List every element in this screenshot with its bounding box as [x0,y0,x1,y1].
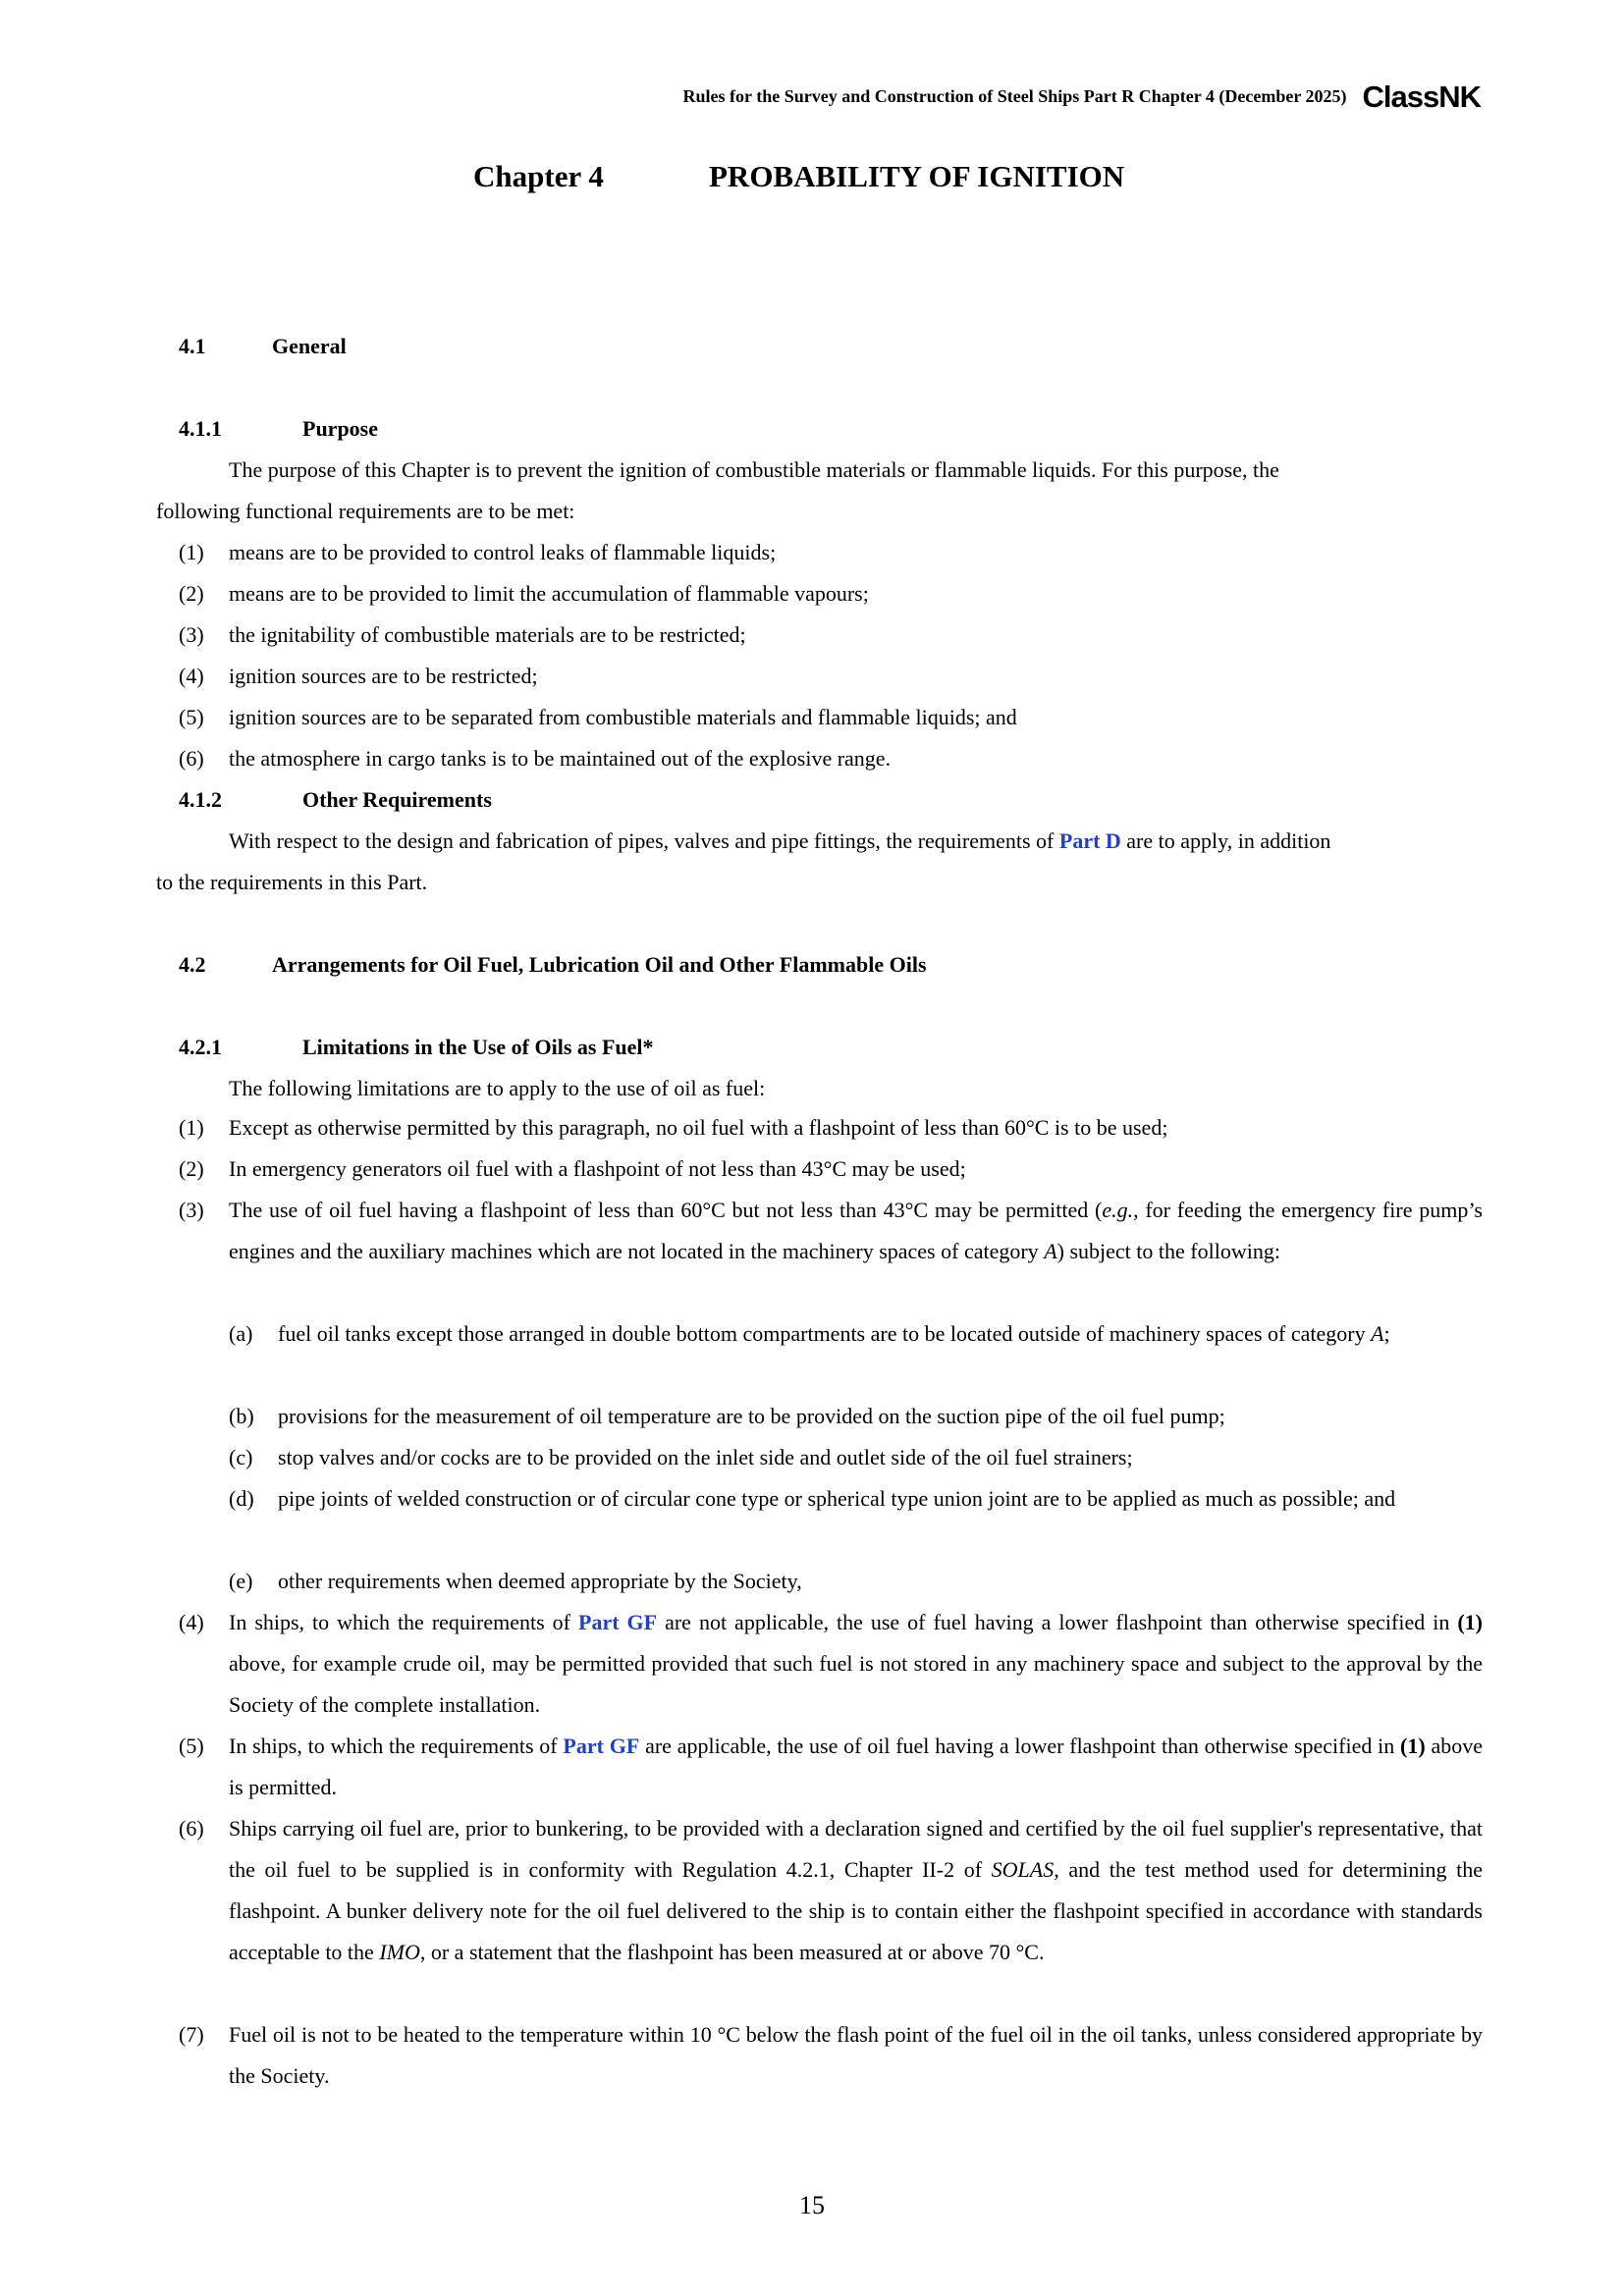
list-text [229,1602,1483,1726]
section-number: 4.2 [179,952,206,977]
list-label: (2) [179,1156,204,1181]
list-label: (2) [179,581,204,606]
list-text: means are to be provided to limit the accumulation of flammable vapours; [229,581,869,606]
section-title: Limitations in the Use of Oils as Fuel* [302,1035,654,1059]
list-text: ignition sources are to be separated from combustible materials and flammable liquids; and [229,705,1017,729]
list-item [179,705,1017,730]
text-run: SOLAS [991,1857,1055,1882]
list-item [179,1726,1483,1808]
list-text: ignition sources are to be restricted; [229,664,538,688]
list-label: (e) [229,1569,253,1593]
text-run: are applicable, the use of oil fuel having a lower flashpoint than otherwise specified in [645,1734,1395,1758]
chapter-title: PROBABILITY OF IGNITION [709,159,1125,193]
list-item [179,664,538,689]
list-item [179,622,746,648]
text-run: In ships, to which the requirements of [229,1610,570,1634]
paragraph-line [229,828,1330,854]
classnk-logo: ClassNK [1362,79,1481,114]
list-text [229,1808,1483,1973]
section-title: General [272,334,347,358]
list-text: Except as otherwise permitted by this paragraph, no oil fuel with a flashpoint of less than 60°C is to be used; [229,1115,1168,1140]
section-4-2-1-heading [179,1035,866,1064]
paragraph-line: following functional requirements are to be met: [156,499,575,523]
list-label: (4) [179,1610,204,1634]
text-run: Ships carrying oil fuel are, prior to bunkering, to be provided with a declaration signed and certified by the oil fuel supplier's representative, that the oil fuel to be supplied is in conformity with Regulation 4.2.1, Chapter II-2 of [229,1816,1483,1882]
list-text: the atmosphere in cargo tanks is to be maintained out of the explosive range. [229,746,892,771]
section-number: 4.1.1 [179,416,222,441]
text-run: (1) [1457,1610,1483,1634]
text-run: In ships, to which the requirements of [229,1734,558,1758]
list-label: (5) [179,705,204,729]
list-item [179,1107,1483,1148]
list-label: (6) [179,746,204,771]
list-text [229,1190,1483,1272]
section-title: Other Requirements [302,787,492,812]
text-run: A [1044,1239,1057,1263]
list-item [179,1808,1483,1973]
list-label: (1) [179,1115,204,1140]
text-run: fuel oil tanks except those arranged in double bottom compartments are to be located outside of machinery spaces of category [278,1321,1366,1346]
text-run: , or a statement that the flashpoint has been measured at or above 70 °C. [419,1940,1045,1964]
chapter-heading [473,159,1124,194]
list-text [229,1726,1483,1808]
section-number: 4.1.2 [179,787,222,812]
sub-list-item [229,1437,1483,1478]
list-label: (a) [229,1321,253,1346]
text-run: ; [1383,1321,1390,1346]
section-number: 4.2.1 [179,1035,222,1059]
text-run: , for feeding the emergency fire pump’s engines and the auxiliary machines which are not located in the machinery spaces of category [229,1198,1483,1263]
list-text: stop valves and/or cocks are to be provided on the inlet side and outlet side of the oil fuel strainers; [278,1445,1133,1469]
paragraph-text: With respect to the design and fabrication of pipes, valves and pipe fittings, the requirements of [229,828,1055,853]
list-item [179,746,892,772]
paragraph-line: The following limitations are to apply to the use of oil as fuel: [229,1076,766,1100]
text-run: IMO [379,1940,420,1964]
list-text: the ignitability of combustible materials are to be restricted; [229,622,746,647]
text-run: above is permitted. [229,1734,1484,1799]
paragraph-text: are to apply, in addition [1126,828,1331,853]
list-label: (5) [179,1734,204,1758]
list-item [179,581,869,607]
list-text: provisions for the measurement of oil temperature are to be provided on the suction pipe of the oil fuel pump; [278,1404,1225,1428]
sub-list-item [229,1478,1483,1520]
section-4-2-heading [179,952,1161,982]
list-label: (3) [179,1198,204,1222]
list-label: (1) [179,540,204,564]
paragraph-line: to the requirements in this Part. [156,870,428,894]
list-label: (b) [229,1404,254,1428]
part-d-link[interactable]: Part D [1058,828,1121,853]
list-item [179,1602,1483,1726]
chapter-number: Chapter 4 [473,159,604,193]
section-number: 4.1 [179,334,206,358]
list-item [179,2014,1483,2097]
section-title: Arrangements for Oil Fuel, Lubrication Oil and Other Flammable Oils [272,952,927,977]
section-title: Purpose [302,416,378,441]
list-text: Fuel oil is not to be heated to the temperature within 10 °C below the flash point of the fuel oil in the oil tanks, unless considered appropriate by the Society. [229,2022,1483,2088]
list-item [179,1148,1483,1190]
sub-list-item [229,1313,1483,1355]
list-text: pipe joints of welded construction or of circular cone type or spherical type union joint are to be applied as much as possible; and [278,1486,1396,1511]
running-header [682,79,1481,114]
part-gf-link[interactable]: Part GF [578,1610,658,1634]
text-run: ) subject to the following: [1056,1239,1280,1263]
list-item [179,1190,1483,1272]
text-run: The use of oil fuel having a flashpoint of less than 60°C but not less than 43°C may be permitted ( [229,1198,1103,1222]
text-run: e.g. [1102,1198,1134,1222]
list-label: (d) [229,1486,254,1511]
list-text: means are to be provided to control leaks of flammable liquids; [229,540,777,564]
part-gf-link[interactable]: Part GF [563,1734,640,1758]
list-label: (3) [179,622,204,647]
list-label: (c) [229,1445,253,1469]
text-run: (1) [1400,1734,1426,1758]
list-item [179,540,777,565]
running-title: Rules for the Survey and Construction of Steel Ships Part R Chapter 4 (December 2025) [682,85,1347,106]
section-4-1-heading [179,334,571,363]
text-run: above, for example crude oil, may be permitted provided that such fuel is not stored in any machinery space and subject to the approval by the Society of the complete installation. [229,1651,1483,1717]
sub-list-item [229,1396,1483,1437]
sub-list-item [229,1561,1483,1602]
list-text [278,1313,1483,1355]
list-label: (4) [179,664,204,688]
page-number: 15 [799,2191,825,2219]
list-label: (7) [179,2022,204,2047]
paragraph-line: The purpose of this Chapter is to prevent the ignition of combustible materials or flammable liquids. For this purpose, the [229,457,1279,482]
text-run: A [1371,1321,1384,1346]
section-4-1-2-heading [179,787,670,817]
list-text: In emergency generators oil fuel with a flashpoint of not less than 43°C may be used; [229,1156,966,1181]
list-label: (6) [179,1816,204,1841]
text-run: are not applicable, the use of fuel having a lower flashpoint than otherwise specified in [665,1610,1450,1634]
list-text: other requirements when deemed appropriate by the Society, [278,1569,802,1593]
section-4-1-1-heading [179,416,571,446]
text-run: , and the test method used for determining the flashpoint. A bunker delivery note for the oil fuel delivered to the ship is to contain either the flashpoint specified in accordance with standards acceptable to the [229,1857,1484,1964]
